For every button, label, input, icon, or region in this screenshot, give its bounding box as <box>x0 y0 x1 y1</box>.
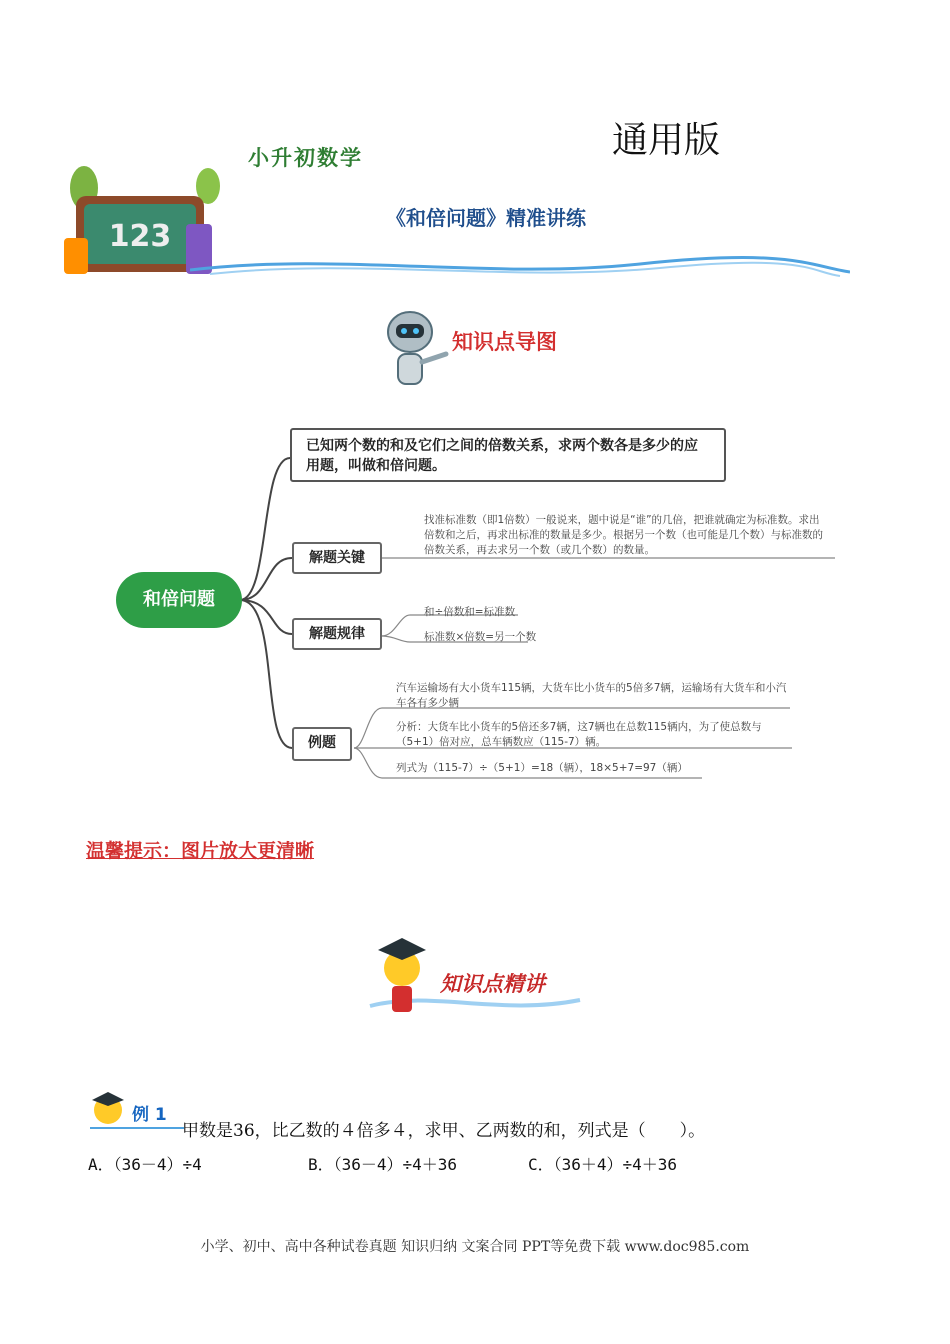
pencil-cup-icon <box>64 238 88 274</box>
footer-text: 小学、初中、高中各种试卷真题 知识归纳 文案合同 PPT等免费下载 www.doc985.com <box>200 1239 750 1255</box>
key-text: 找准标准数（即1倍数）一般说来，题中说是“谁”的几倍，把谁就确定为标准数。求出倍数和之后，再求出标准的数量是多少。根据另一个数（也可能是几个数）与标准数的倍数关系，再去求另一个数（或几个数）的数量。 <box>424 514 823 556</box>
mindmap-root-node: 和倍问题 <box>116 572 242 628</box>
tip-text: 温馨提示：图片放大更清晰 <box>86 840 315 862</box>
subject-title: 小升初数学 <box>248 146 363 170</box>
option-b: B．（36－4）÷4＋36 <box>308 1155 458 1174</box>
example-badge-label: 例 1 <box>132 1105 167 1125</box>
option-a: A．（36－4）÷4 <box>88 1155 202 1174</box>
lecture-section-title: 知识点精讲 <box>440 972 545 996</box>
wave-decoration <box>190 250 850 282</box>
definition-box: 已知两个数的和及它们之间的倍数关系，求两个数各是多少的应用题，叫做和倍问题。 <box>290 428 726 482</box>
lesson-title: 《和倍问题》精准讲练 <box>386 206 586 230</box>
example-formula: 列式为（115-7）÷（5+1）=18（辆），18×5+7=97（辆） <box>396 762 688 774</box>
node-example: 例题 <box>292 727 352 761</box>
option-c: C．（36＋4）÷4＋36 <box>528 1155 678 1174</box>
robot-icon <box>380 306 450 386</box>
mindmap-section-title: 知识点导图 <box>452 330 557 354</box>
graduation-cap-icon <box>378 938 426 960</box>
node-rule: 解题规律 <box>292 618 382 650</box>
example-problem: 汽车运输场有大小货车115辆，大货车比小货车的5倍多7辆，运输场有大货车和小汽车各有多少辆 <box>396 682 787 709</box>
edition-label: 通用版 <box>612 120 721 161</box>
rule-item: 和÷倍数和=标准数 <box>424 606 516 618</box>
board-number: 123 <box>108 219 172 254</box>
example-question: 甲数是36，比乙数的４倍多４，求甲、乙两数的和，列式是（ ）。 <box>182 1121 706 1141</box>
rule-item: 标准数×倍数=另一个数 <box>424 631 537 643</box>
node-key: 解题关键 <box>292 542 382 574</box>
example-analysis: 分析：大货车比小货车的5倍还多7辆，这7辆也在总数115辆内，为了使总数与（5+1）倍对应，总车辆数应（115-7）辆。 <box>396 721 762 748</box>
